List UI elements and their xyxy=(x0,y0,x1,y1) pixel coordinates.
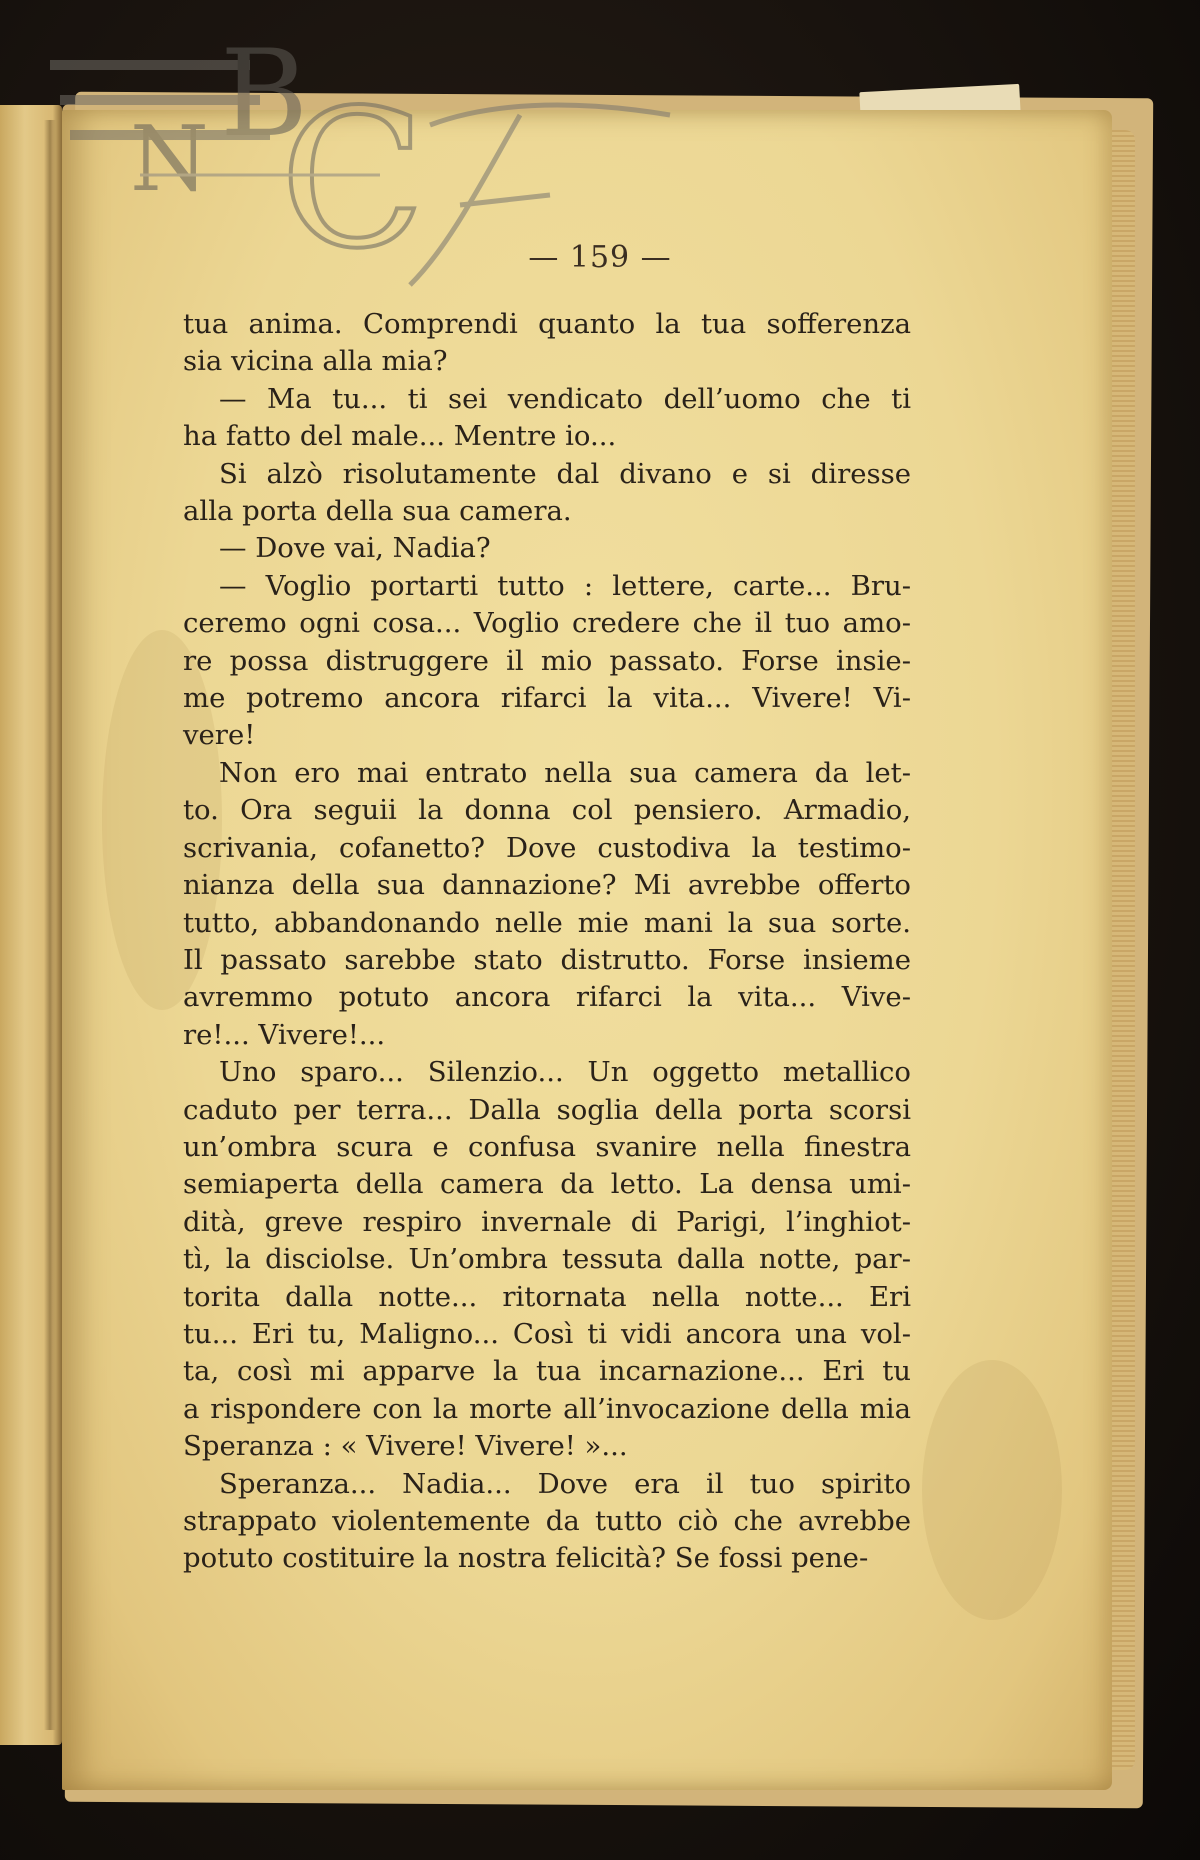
paragraph xyxy=(183,530,911,567)
paragraph xyxy=(183,306,911,381)
body-text xyxy=(183,306,911,1578)
text-line: tì, la disciolse. Un’ombra tessuta dalla notte, par- xyxy=(183,1243,911,1276)
text-line: me potremo ancora rifarci la vita... Vivere! Vi- xyxy=(183,682,911,715)
text-line: ta, così mi apparve la tua incarnazione... Eri tu xyxy=(183,1355,911,1388)
paragraph xyxy=(183,568,911,755)
text-line: vere! xyxy=(183,719,256,752)
text-line: — Dove vai, Nadia? xyxy=(219,532,491,565)
paragraph xyxy=(183,456,911,531)
watermark-letter-b: B xyxy=(220,25,309,164)
watermark-letter-n: N xyxy=(130,107,209,212)
text-line: Non ero mai entrato nella sua camera da let- xyxy=(219,756,911,789)
left-page-gutter-shadow xyxy=(44,120,56,1730)
text-line: sia vicina alla mia? xyxy=(183,345,448,378)
text-line: ceremo ogni cosa... Voglio credere che il tuo amo- xyxy=(183,607,911,640)
paragraph xyxy=(183,755,911,1054)
text-line: strappato violentemente da tutto ciò che avrebbe xyxy=(183,1505,911,1537)
text-line: avremmo potuto ancora rifarci la vita... Vive- xyxy=(183,981,911,1014)
text-line: tua anima. Comprendi quanto la tua sofferenza xyxy=(183,308,911,340)
text-line: potuto costituire la nostra felicità? Se fossi pene- xyxy=(183,1542,869,1575)
text-line: a rispondere con la morte all’invocazione della mia xyxy=(183,1392,911,1425)
text-line: tutto, abbandonando nelle mie mani la sua sorte. xyxy=(183,906,911,939)
page-number: — 159 — xyxy=(528,240,672,275)
text-line: Si alzò risolutamente dal divano e si diresse xyxy=(219,457,911,490)
text-line: torita dalla notte... ritornata nella notte... Eri xyxy=(183,1280,911,1313)
paragraph xyxy=(183,1054,911,1465)
text-line: un’ombra scura e confusa svanire nella finestra xyxy=(183,1130,911,1163)
text-line: dità, greve respiro invernale di Parigi, l’inghiot- xyxy=(183,1205,911,1238)
text-line: Il passato sarebbe stato distrutto. Forse insieme xyxy=(183,943,911,976)
text-line: re!... Vivere!... xyxy=(183,1018,386,1051)
text-line: Speranza... Nadia... Dove era il tuo spirito xyxy=(219,1467,911,1500)
text-line: scrivania, cofanetto? Dove custodiva la testimo- xyxy=(183,831,911,864)
text-line: — Ma tu... ti sei vendicato dell’uomo che ti xyxy=(219,382,911,415)
text-line: ha fatto del male... Mentre io... xyxy=(183,420,617,453)
text-line: re possa distruggere il mio passato. Forse insie- xyxy=(183,644,911,677)
text-line: nianza della sua dannazione? Mi avrebbe offerto xyxy=(183,869,911,902)
text-line: — Voglio portarti tutto : lettere, carte... Bru- xyxy=(219,569,911,602)
text-line: tu... Eri tu, Maligno... Così ti vidi ancora una vol- xyxy=(183,1317,911,1350)
paragraph xyxy=(183,1466,911,1578)
paper-stain xyxy=(922,1360,1062,1620)
text-line: alla porta della sua camera. xyxy=(183,495,572,528)
text-line: Speranza : « Vivere! Vivere! »... xyxy=(183,1430,628,1463)
text-line: to. Ora seguii la donna col pensiero. Armadio, xyxy=(183,794,911,827)
text-line: Uno sparo... Silenzio... Un oggetto metallico xyxy=(219,1056,911,1089)
paragraph xyxy=(183,381,911,456)
watermark-letter-c: C xyxy=(280,69,426,290)
text-line: semiaperta della camera da letto. La densa umi- xyxy=(183,1168,911,1201)
text-line: caduto per terra... Dalla soglia della porta scorsi xyxy=(183,1093,911,1126)
